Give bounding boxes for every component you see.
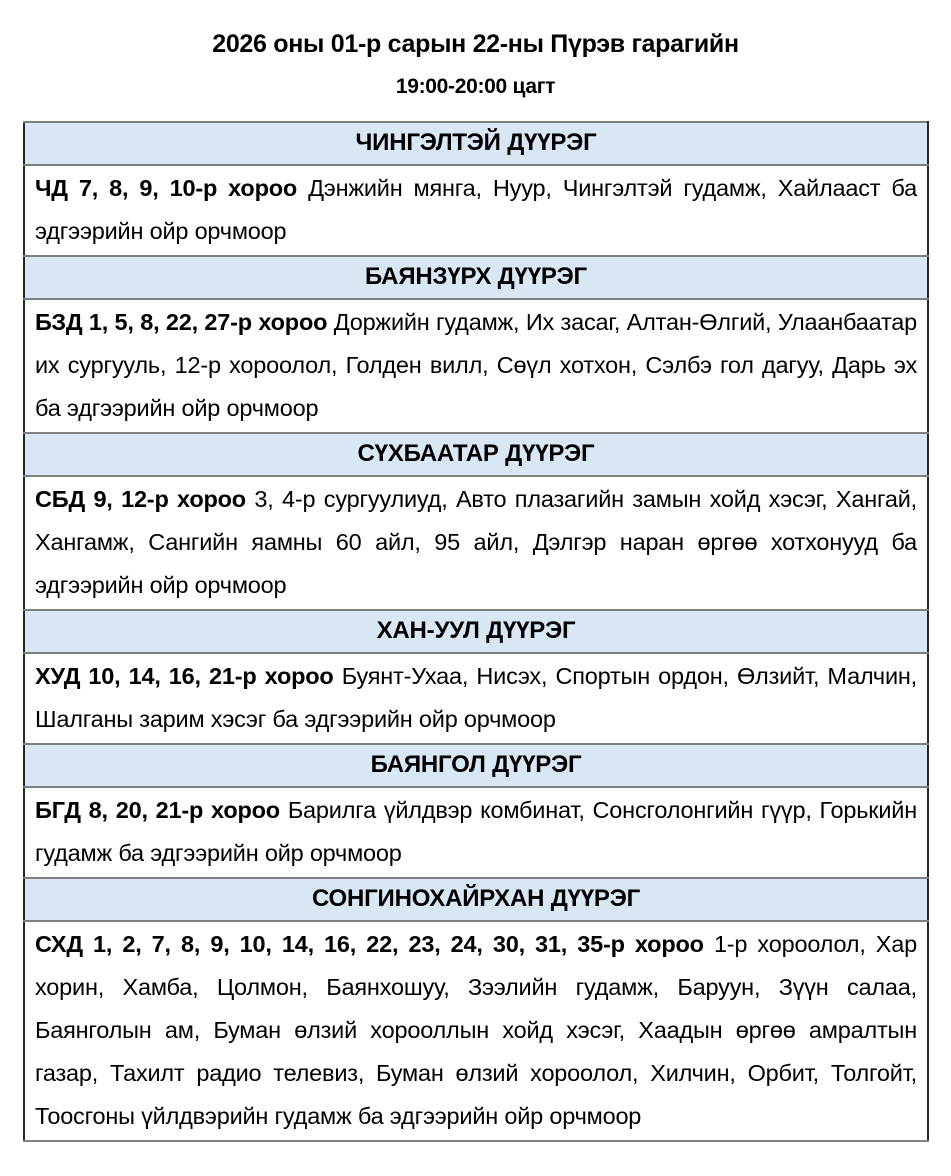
area-text: Доржийн гудамж, Их засаг, Алтан-Өлгий, Улаанбаатар их сургууль, 12-р хороолол, Голден вилл, Сөүл хотхон, Сэлбэ гол дагуу, Дарь эх ба эдгээрийн ойр орчмоор [35, 309, 917, 421]
district-header-row [24, 433, 928, 476]
time-range-subtitle: 19:00-20:00 цагт [395, 75, 556, 98]
khoroo-label: ЧД 7, 8, 9, 10-р хороо [35, 175, 309, 201]
district-header-row [24, 610, 928, 653]
district-area-list [24, 476, 928, 610]
district-name: БАЯНГОЛ ДҮҮРЭГ [24, 744, 928, 787]
district-body-row [24, 653, 928, 744]
district-schedule-body [24, 122, 928, 1141]
district-body-row [24, 299, 928, 433]
district-header-row [24, 744, 928, 787]
district-area-list [24, 299, 928, 433]
khoroo-label: БГД 8, 20, 21-р хороо [35, 797, 288, 823]
district-name: ХАН-УУЛ ДҮҮРЭГ [24, 610, 928, 653]
area-text: Дэнжийн мянга, Нуур, Чингэлтэй гудамж, Хайлааст ба эдгээрийн ойр орчмоор [35, 175, 917, 244]
area-text: 3, 4-р сургуулиуд, Авто плазагийн замын хойд хэсэг, Хангай, Хангамж, Сангийн яамны 60 айл, 95 айл, Дэлгэр наран өргөө хотхонууд ба эдгээрийн ойр орчмоор [35, 486, 917, 598]
khoroo-label: ХУД 10, 14, 16, 21-р хороо [35, 663, 342, 689]
page-title: 2026 оны 01-р сарын 22-ны Пүрэв гарагийн [212, 30, 739, 58]
district-area-list [24, 653, 928, 744]
district-schedule-table [23, 121, 929, 1142]
district-name: СОНГИНОХАЙРХАН ДҮҮРЭГ [24, 878, 928, 921]
district-area-list [24, 787, 928, 878]
khoroo-label: СБД 9, 12-р хороо [35, 486, 255, 512]
district-header-row [24, 122, 928, 165]
area-text: Барилга үйлдвэр комбинат, Сонсголонгийн гүүр, Горькийн гудамж ба эдгээрийн ойр орчмоор [35, 797, 917, 866]
outage-schedule-document [0, 30, 951, 1142]
district-body-row [24, 165, 928, 256]
district-header-row [24, 878, 928, 921]
khoroo-label: БЗД 1, 5, 8, 22, 27-р хороо [35, 309, 334, 335]
area-text: Буянт-Ухаа, Нисэх, Спортын ордон, Өлзийт, Малчин, Шалганы зарим хэсэг ба эдгээрийн ойр орчмоор [35, 663, 918, 732]
district-name: ЧИНГЭЛТЭЙ ДҮҮРЭГ [24, 122, 928, 165]
khoroo-label: СХД 1, 2, 7, 8, 9, 10, 14, 16, 22, 23, 24, 30, 31, 35-р хороо [35, 931, 714, 957]
district-name: БАЯНЗҮРХ ДҮҮРЭГ [24, 256, 928, 299]
district-area-list [24, 921, 928, 1141]
district-header-row [24, 256, 928, 299]
district-name: СҮХБААТАР ДҮҮРЭГ [24, 433, 928, 476]
district-body-row [24, 476, 928, 610]
district-body-row [24, 787, 928, 878]
area-text: 1-р хороолол, Хар хорин, Хамба, Цолмон, Баянхошуу, Зээлийн гудамж, Баруун, Зүүн салаа, Баянголын ам, Буман өлзий хорооллын хойд хэсэг, Хаадын өргөө амралтын газар, Тахилт радио телевиз, Буман өлзий хороолол, Хилчин, Орбит, Толгойт, Тоосгоны үйлдвэрийн гудамж ба эдгээрийн ойр орчмоор [35, 931, 917, 1129]
district-body-row [24, 921, 928, 1141]
district-area-list [24, 165, 928, 256]
